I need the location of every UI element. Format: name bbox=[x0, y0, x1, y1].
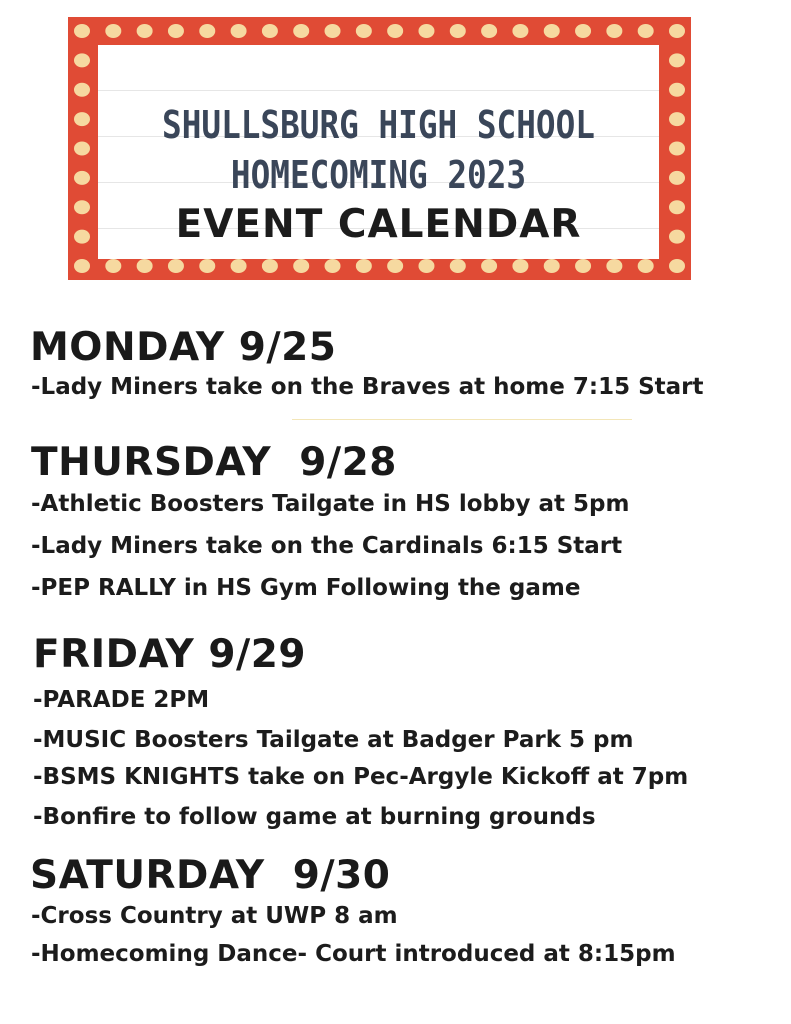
marquee-bulb bbox=[231, 259, 247, 273]
marquee-bulb bbox=[575, 24, 591, 38]
marquee-bulb bbox=[231, 24, 247, 38]
event-item: -PARADE 2PM bbox=[33, 687, 210, 713]
marquee-bulb bbox=[293, 259, 309, 273]
marquee-bulb bbox=[669, 200, 685, 214]
marquee-bulb bbox=[575, 259, 591, 273]
marquee-bulb bbox=[387, 259, 403, 273]
marquee-bulb bbox=[418, 259, 434, 273]
marquee-panel bbox=[98, 45, 659, 259]
day-heading: MONDAY 9/25 bbox=[30, 325, 337, 370]
marquee-bulb bbox=[606, 259, 622, 273]
event-item: -PEP RALLY in HS Gym Following the game bbox=[31, 575, 581, 601]
marquee-bulb bbox=[669, 259, 685, 273]
marquee-bulb bbox=[105, 24, 121, 38]
event-item: -MUSIC Boosters Tailgate at Badger Park 5 pm bbox=[33, 727, 634, 753]
marquee-bulb bbox=[74, 142, 90, 156]
marquee-bulb bbox=[544, 259, 560, 273]
school-name: SHULLSBURG HIGH SCHOOL bbox=[162, 103, 595, 147]
marquee-bulb bbox=[74, 24, 90, 38]
event-calendar-title: EVENT CALENDAR bbox=[175, 202, 582, 247]
marquee-bulb bbox=[669, 112, 685, 126]
day-heading: SATURDAY 9/30 bbox=[30, 853, 391, 898]
marquee-bulb bbox=[168, 24, 184, 38]
marquee-bulb bbox=[199, 24, 215, 38]
marquee-bulb bbox=[387, 24, 403, 38]
marquee-bulb bbox=[669, 230, 685, 244]
marquee-bulb bbox=[450, 24, 466, 38]
event-item: -Lady Miners take on the Braves at home 7:15 Start bbox=[31, 374, 704, 400]
marquee-bulb bbox=[638, 259, 654, 273]
marquee-bulb bbox=[669, 53, 685, 67]
marquee-bulb bbox=[293, 24, 309, 38]
event-item: -BSMS KNIGHTS take on Pec-Argyle Kickoff at 7pm bbox=[33, 764, 689, 790]
marquee-bulb bbox=[669, 83, 685, 97]
marquee-bulb bbox=[262, 259, 278, 273]
event-item: -Athletic Boosters Tailgate in HS lobby at 5pm bbox=[31, 491, 630, 517]
marquee-bulb bbox=[74, 230, 90, 244]
marquee-bulb bbox=[74, 259, 90, 273]
marquee-bulb bbox=[512, 259, 528, 273]
divider-line bbox=[292, 419, 632, 420]
marquee-bulb bbox=[669, 142, 685, 156]
marquee-bulb bbox=[74, 112, 90, 126]
marquee-bulb bbox=[105, 259, 121, 273]
event-item: -Homecoming Dance- Court introduced at 8:15pm bbox=[31, 941, 676, 967]
marquee-bulb bbox=[325, 24, 341, 38]
marquee-bulb bbox=[669, 171, 685, 185]
marquee-bulb bbox=[544, 24, 560, 38]
marquee-bulb bbox=[199, 259, 215, 273]
marquee-bulb bbox=[669, 24, 685, 38]
marquee-bulb bbox=[325, 259, 341, 273]
day-heading: FRIDAY 9/29 bbox=[33, 632, 306, 677]
marquee-bulb bbox=[481, 24, 497, 38]
marquee-bulb bbox=[512, 24, 528, 38]
day-heading: THURSDAY 9/28 bbox=[31, 440, 397, 485]
marquee-bulb bbox=[606, 24, 622, 38]
marquee-sign bbox=[68, 17, 691, 280]
marquee-bulb bbox=[74, 171, 90, 185]
marquee-bulb bbox=[74, 83, 90, 97]
marquee-bulb bbox=[418, 24, 434, 38]
marquee-bulb bbox=[481, 259, 497, 273]
event-item: -Cross Country at UWP 8 am bbox=[31, 903, 398, 929]
marquee-bulb bbox=[168, 259, 184, 273]
marquee-bulb bbox=[262, 24, 278, 38]
marquee-bulb bbox=[356, 24, 372, 38]
marquee-bulb bbox=[638, 24, 654, 38]
marquee-bulb bbox=[137, 259, 153, 273]
event-item: -Bonfire to follow game at burning grounds bbox=[33, 804, 596, 830]
marquee-bulb bbox=[74, 200, 90, 214]
marquee-bulb bbox=[137, 24, 153, 38]
homecoming-year: HOMECOMING 2023 bbox=[230, 153, 527, 197]
marquee-bulb bbox=[74, 53, 90, 67]
event-item: -Lady Miners take on the Cardinals 6:15 Start bbox=[31, 533, 623, 559]
marquee-bulb bbox=[450, 259, 466, 273]
marquee-bulb bbox=[356, 259, 372, 273]
